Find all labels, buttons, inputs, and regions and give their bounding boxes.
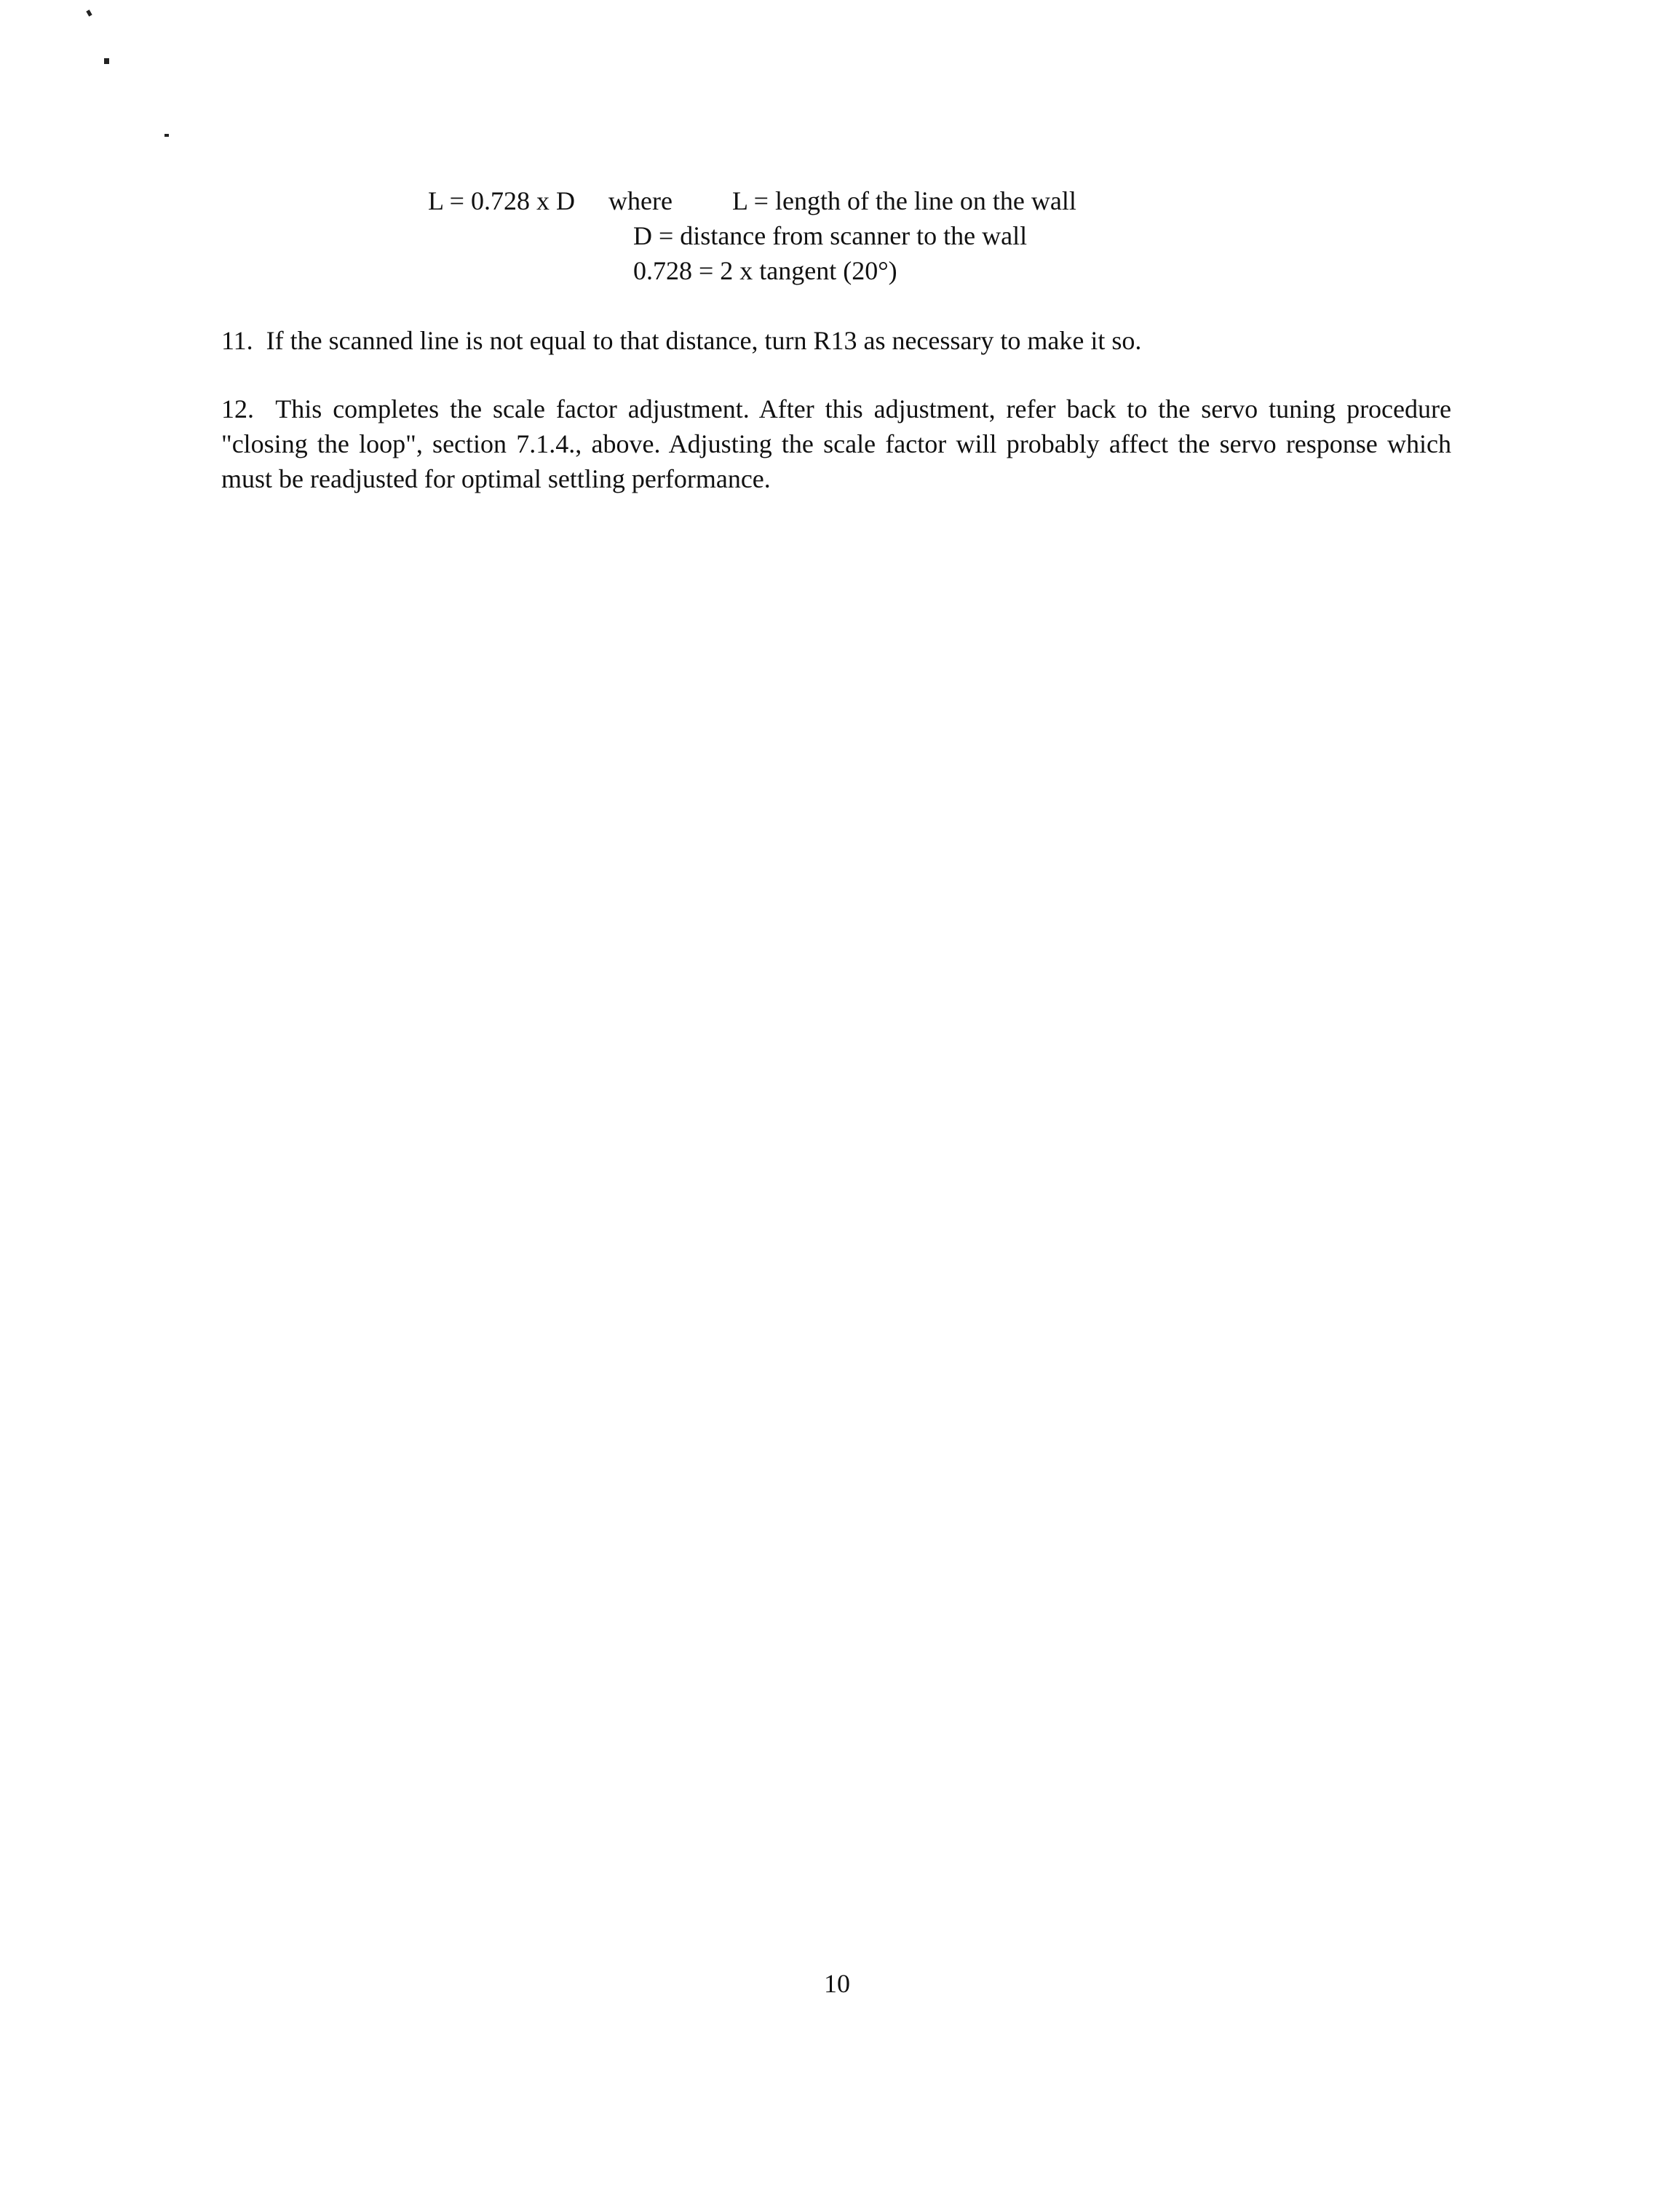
step-number: 12. [221, 394, 254, 423]
step-text: This completes the scale factor adjustment. After this adjustment, refer back to the servo tuning procedure "closing the loop", section 7.1.4., above. Adjusting the scale factor will probably affect the servo response which must be readjusted for optimal settling performance. [221, 394, 1451, 493]
formula-where-label: where [608, 186, 673, 215]
scan-speck [104, 58, 109, 64]
step-paragraph-11 [221, 323, 1451, 358]
formula-definition-distance: D = distance from scanner to the wall [633, 221, 1028, 250]
formula-expression: L = 0.728 x D [428, 186, 575, 215]
formula-definition-constant: 0.728 = 2 x tangent (20°) [633, 256, 897, 285]
page-number: 10 [824, 1969, 850, 1998]
formula-definition-length: L = length of the line on the wall [732, 186, 1076, 215]
step-text: If the scanned line is not equal to that distance, turn R13 as necessary to make it so. [266, 326, 1142, 355]
scan-speck [86, 9, 92, 16]
scan-speck [164, 134, 169, 137]
step-paragraph-12 [221, 391, 1451, 496]
step-number: 11. [221, 326, 253, 355]
